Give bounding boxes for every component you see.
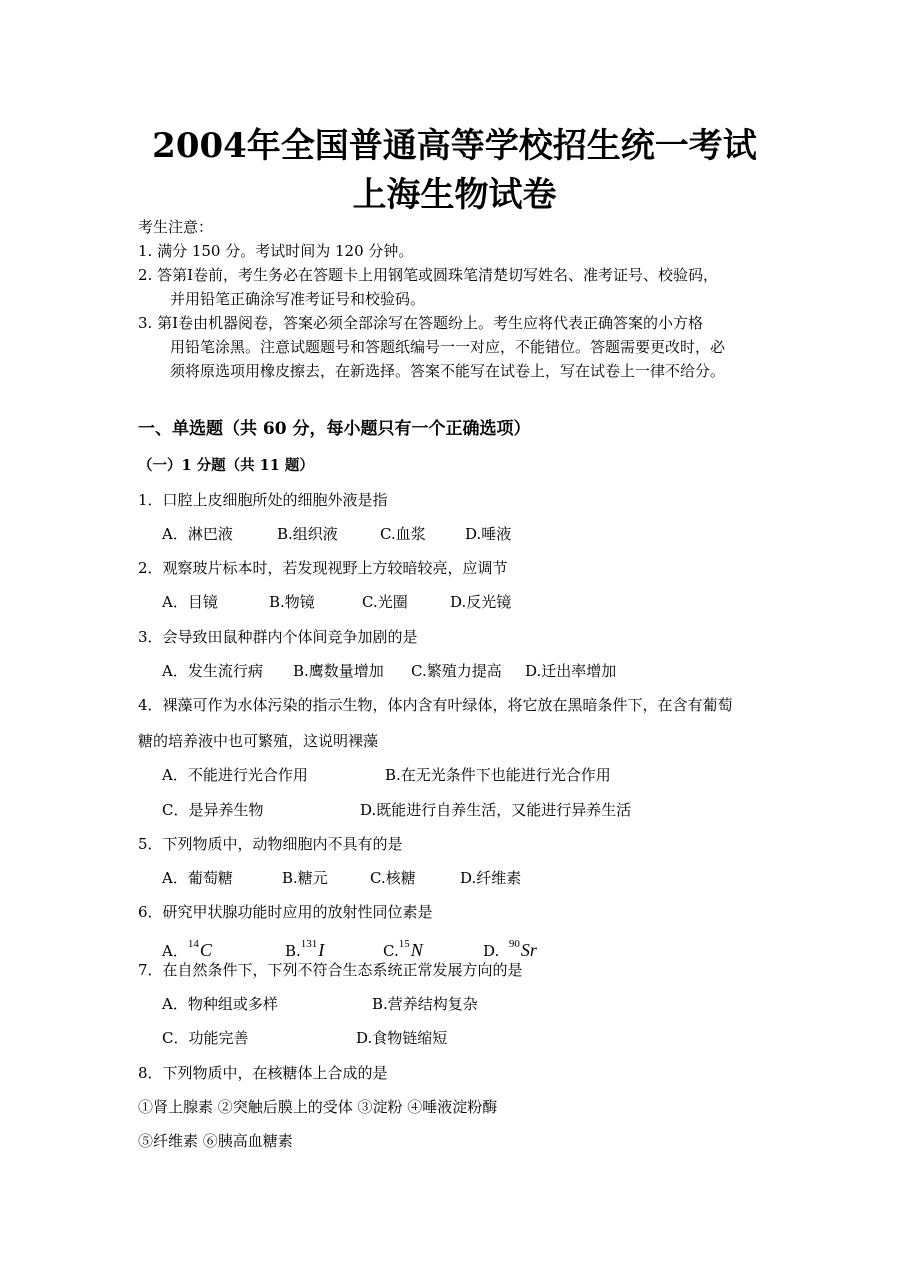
question-2-option-a: A．目镜 [162,593,218,611]
notice-item-3-cont1: 用铅笔涂黑。注意试题题号和答题纸编号一一对应，不能错位。答题需要更改时，必 [170,338,726,356]
question-7-stem: 7．在自然条件下，下列不符合生态系统正常发展方向的是 [138,961,523,979]
question-3-stem: 3．会导致田鼠种群内个体间竞争加剧的是 [138,628,418,646]
question-5-stem: 5．下列物质中，动物细胞内不具有的是 [138,835,403,853]
question-5-option-a: A．葡萄糖 [162,869,233,887]
question-5-option-b: B.糖元 [282,869,328,887]
question-2-option-b: B.物镜 [269,593,315,611]
question-1-option-a: A．淋巴液 [162,525,233,543]
question-1-option-d: D.唾液 [465,525,512,543]
question-7-option-b: B.营养结构复杂 [372,995,478,1013]
question-8-items-2: ⑤纤维素 ⑥胰高血糖素 [138,1132,293,1150]
mass-number: 131 [300,938,318,950]
question-3-option-c: C.繁殖力提高 [411,662,502,680]
question-1-stem: 1．口腔上皮细胞所处的细胞外液是指 [138,491,388,509]
question-6-stem: 6．研究甲状腺功能时应用的放射性同位素是 [138,903,433,921]
question-8-stem: 8．下列物质中，在核糖体上合成的是 [138,1064,388,1082]
question-7-option-d: D.食物链缩短 [356,1029,448,1047]
element-symbol: Sr [520,940,537,960]
notice-heading: 考生注意： [138,218,214,236]
exam-subtitle: 上海生物试卷 [352,175,557,215]
question-3-option-a: A．发生流行病 [162,662,263,680]
mass-number: 90 [508,938,520,950]
option-label: C. [383,942,399,960]
question-5-option-c: C.核糖 [370,869,416,887]
notice-item-2-cont: 并用铅笔正确涂写准考证号和校验码。 [170,290,426,308]
isotope-i131 [301,940,325,960]
notice-item-2: 2. 答第Ⅰ卷前，考生务必在答题卡上用钢笔或圆珠笔清楚切写姓名、准考证号、校验码， [138,266,719,284]
element-symbol: I [318,940,325,960]
question-3-option-d: D.迁出率增加 [525,662,617,680]
question-2-stem: 2．观察玻片标本时，若发现视野上方较暗较亮，应调节 [138,559,508,577]
question-4-option-b: B.在无光条件下也能进行光合作用 [385,766,611,784]
question-1-option-b: B.组织液 [277,525,338,543]
section-heading: 一、单选题（共 60 分，每小题只有一个正确选项） [138,419,531,439]
question-4-stem: 4．裸藻可作为水体污染的指示生物，体内含有叶绿体，将它放在黑暗条件下，在含有葡萄 [138,696,733,714]
question-6-option-d [483,934,537,961]
question-8-items-1: ①肾上腺素 ②突触后膜上的受体 ③淀粉 ④唾液淀粉酶 [138,1098,498,1116]
question-7-option-a: A．物种组或多样 [162,995,278,1013]
element-symbol: N [410,940,423,960]
option-label: B. [285,942,301,960]
section-subheading: （一）1 分题（共 11 题） [138,457,314,474]
notice-item-3: 3. 第Ⅰ卷由机器阅卷，答案必须全部涂写在答题纷上。考生应将代表正确答案的小方格 [138,314,704,332]
exam-title: 2004年全国普通高等学校招生统一考试 [152,126,757,166]
question-6-option-a [162,934,212,961]
question-2-option-c: C.光圈 [362,593,408,611]
option-label: A． [162,942,188,960]
mass-number: 15 [398,938,410,950]
notice-item-3-cont2: 须将原选项用橡皮擦去，在新选择。答案不能写在试卷上，写在试卷上一律不给分。 [170,362,726,380]
notice-item-1: 1. 满分 150 分。考试时间为 120 分钟。 [138,242,414,260]
question-1-option-c: C.血浆 [380,525,426,543]
isotope-n15 [399,940,423,960]
question-2-option-d: D.反光镜 [450,593,512,611]
element-symbol: C [199,940,212,960]
question-6-option-c [383,934,423,961]
question-7-option-c: C．功能完善 [162,1029,249,1047]
question-4-stem-cont: 糖的培养液中也可繁殖，这说明裸藻 [138,732,379,750]
question-4-option-c: C．是异养生物 [162,801,264,819]
question-6-option-b [285,934,324,961]
question-5-option-d: D.纤维素 [460,869,522,887]
question-4-option-d: D.既能进行自养生活，又能进行异养生活 [360,801,632,819]
isotope-c14 [188,940,212,960]
question-4-option-a: A．不能进行光合作用 [162,766,308,784]
question-3-option-b: B.鹰数量增加 [293,662,384,680]
isotope-sr90 [509,940,537,960]
option-label: D. [483,942,500,960]
mass-number: 14 [187,938,199,950]
